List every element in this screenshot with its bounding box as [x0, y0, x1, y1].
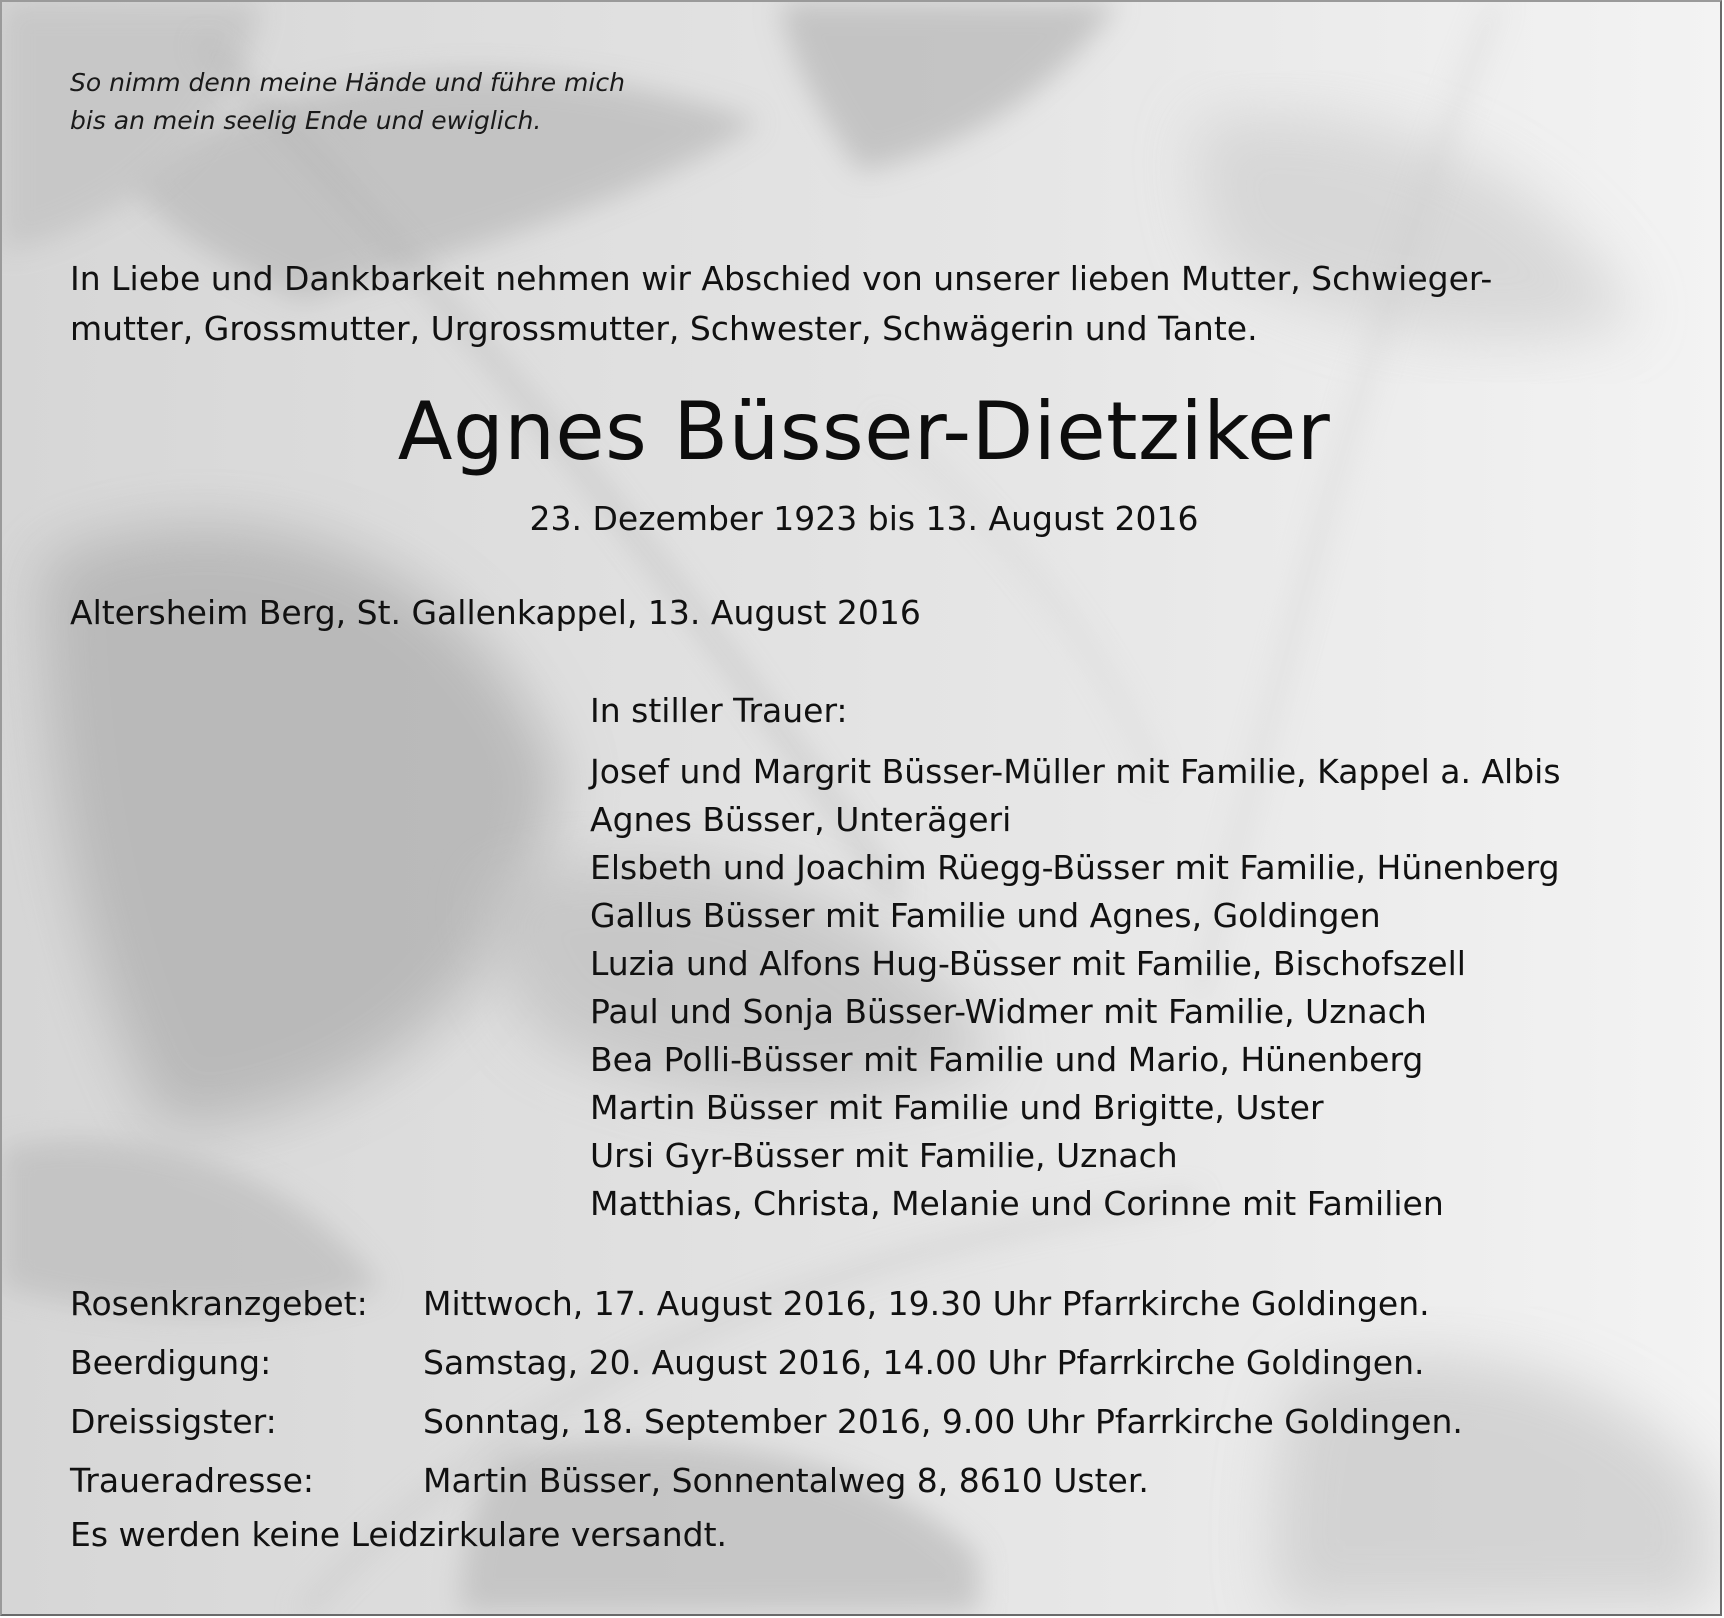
event-label: Beerdigung:	[70, 1343, 272, 1382]
deceased-name: Agnes Büsser-Dietziker	[397, 385, 1331, 478]
life-dates: 23. Dezember 1923 bis 13. August 2016	[529, 499, 1199, 538]
mourners-list	[590, 748, 1561, 1228]
list-item: Paul und Sonja Büsser-Widmer mit Familie, Uznach	[590, 992, 1427, 1031]
event-value: Sonntag, 18. September 2016, 9.00 Uhr Pfarrkirche Goldingen.	[423, 1402, 1463, 1441]
event-label: Traueradresse:	[70, 1461, 315, 1500]
list-item: Elsbeth und Joachim Rüegg-Büsser mit Familie, Hünenberg	[590, 848, 1560, 887]
event-label: Rosenkranzgebet:	[70, 1284, 368, 1323]
event-label: Dreissigster:	[70, 1402, 277, 1441]
event-value: Mittwoch, 17. August 2016, 19.30 Uhr Pfarrkirche Goldingen.	[423, 1284, 1430, 1323]
motto-verse: So nimm denn meine Hände und führe mich bis an mein seelig Ende und ewiglich.	[70, 68, 625, 135]
mourners-title: In stiller Trauer:	[590, 691, 848, 730]
event-value: Martin Büsser, Sonnentalweg 8, 8610 Uster.	[423, 1461, 1149, 1500]
list-item: Agnes Büsser, Unterägeri	[590, 800, 1012, 839]
closing-note: Es werden keine Leidzirkulare versandt.	[70, 1515, 728, 1554]
list-item: Gallus Büsser mit Familie und Agnes, Goldingen	[590, 896, 1381, 935]
list-item: Josef und Margrit Büsser-Müller mit Familie, Kappel a. Albis	[590, 752, 1561, 791]
list-item: Bea Polli-Büsser mit Familie und Mario, Hünenberg	[590, 1040, 1424, 1079]
event-value: Samstag, 20. August 2016, 14.00 Uhr Pfarrkirche Goldingen.	[423, 1343, 1425, 1382]
list-item: Matthias, Christa, Melanie und Corinne mit Familien	[590, 1184, 1444, 1223]
list-item: Ursi Gyr-Büsser mit Familie, Uznach	[590, 1136, 1178, 1175]
notice-content	[2, 2, 1720, 1614]
list-item: Martin Büsser mit Familie und Brigitte, Uster	[590, 1088, 1324, 1127]
place-and-date: Altersheim Berg, St. Gallenkappel, 13. August 2016	[70, 593, 921, 632]
list-item: Luzia und Alfons Hug-Büsser mit Familie, Bischofszell	[590, 944, 1466, 983]
intro-text: In Liebe und Dankbarkeit nehmen wir Abschied von unserer lieben Mutter, Schwieger- mutter, Grossmutter, Urgrossmutter, Schwester, Schwägerin und Tante.	[70, 259, 1493, 348]
